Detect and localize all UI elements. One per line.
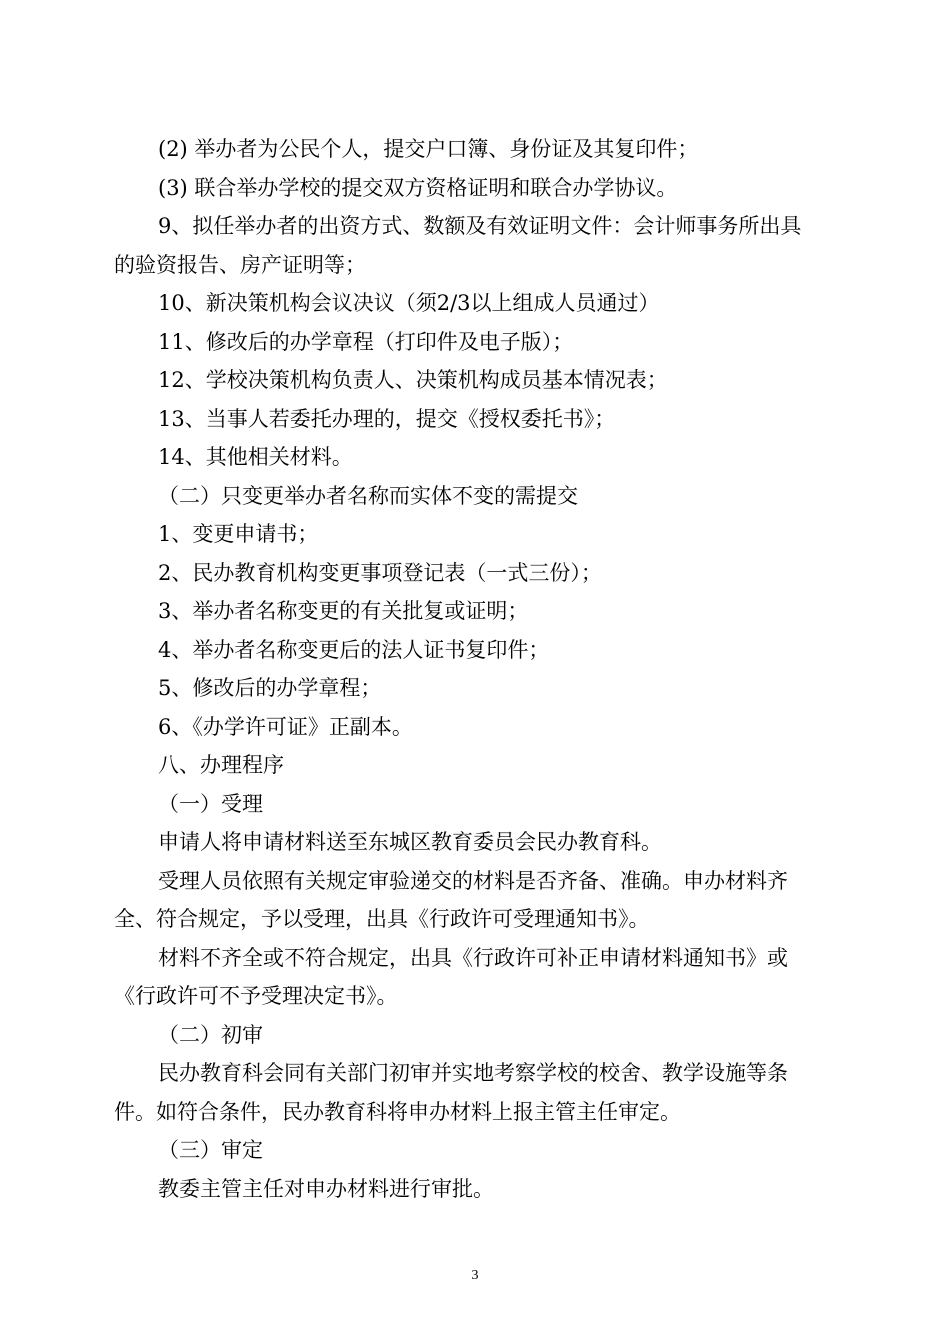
text-line: 13、当事人若委托办理的，提交《授权委托书》； — [158, 406, 616, 431]
document-body — [114, 130, 838, 1208]
text-line: 10、新决策机构会议决议（须2/3以上组成人员通过） — [158, 291, 660, 315]
text-line: 的验资报告、房产证明等； — [114, 252, 366, 277]
text-line: 民办教育科会同有关部门初审并实地考察学校的校舍、教学设施等条 — [158, 1061, 788, 1085]
page-number: 3 — [471, 1268, 479, 1283]
section-heading: （二）只变更举办者名称而实体不变的需提交 — [158, 483, 578, 508]
text-line: 4、举办者名称变更后的法人证书复印件； — [158, 637, 550, 662]
text-line: 全、符合规定，予以受理，出具《行政许可受理通知书》。 — [114, 907, 650, 931]
subsection-heading: （二）初审 — [158, 1022, 263, 1047]
text-line: (2) 举办者为公民个人，提交户口簿、身份证及其复印件； — [158, 137, 699, 161]
text-line: 12、学校决策机构负责人、决策机构成员基本情况表； — [158, 368, 668, 392]
text-line: 材料不齐全或不符合规定，出具《行政许可补正申请材料通知书》或 — [158, 945, 788, 970]
text-line: 11、修改后的办学章程（打印件及电子版）； — [158, 329, 574, 354]
text-line: 6、《办学许可证》正副本。 — [158, 714, 413, 739]
text-line: 《行政许可不予受理决定书》。 — [114, 984, 398, 1008]
text-line: 申请人将申请材料送至东城区教育委员会民办教育科。 — [158, 830, 662, 854]
text-line: 14、其他相关材料。 — [158, 445, 353, 469]
text-line: 3、举办者名称变更的有关批复或证明； — [158, 599, 529, 623]
subsection-heading: （一）受理 — [158, 791, 263, 816]
text-line: 1、变更申请书； — [158, 522, 319, 546]
text-line: 受理人员依照有关规定审验递交的材料是否齐备、准确。申办材料齐 — [158, 868, 788, 893]
text-line: 9、拟任举办者的出资方式、数额及有效证明文件：会计师事务所出具 — [158, 214, 802, 238]
section-heading: 八、办理程序 — [158, 753, 284, 777]
text-line: 5、修改后的办学章程； — [158, 676, 382, 700]
text-line: 2、民办教育机构变更事项登记表（一式三份）； — [158, 560, 602, 585]
subsection-heading: （三）审定 — [158, 1138, 263, 1162]
text-line: 件。如符合条件，民办教育科将申办材料上报主管主任审定。 — [114, 1099, 681, 1124]
text-line: 教委主管主任对申办材料进行审批。 — [158, 1176, 494, 1201]
text-line: (3) 联合举办学校的提交双方资格证明和联合办学协议。 — [158, 175, 678, 200]
